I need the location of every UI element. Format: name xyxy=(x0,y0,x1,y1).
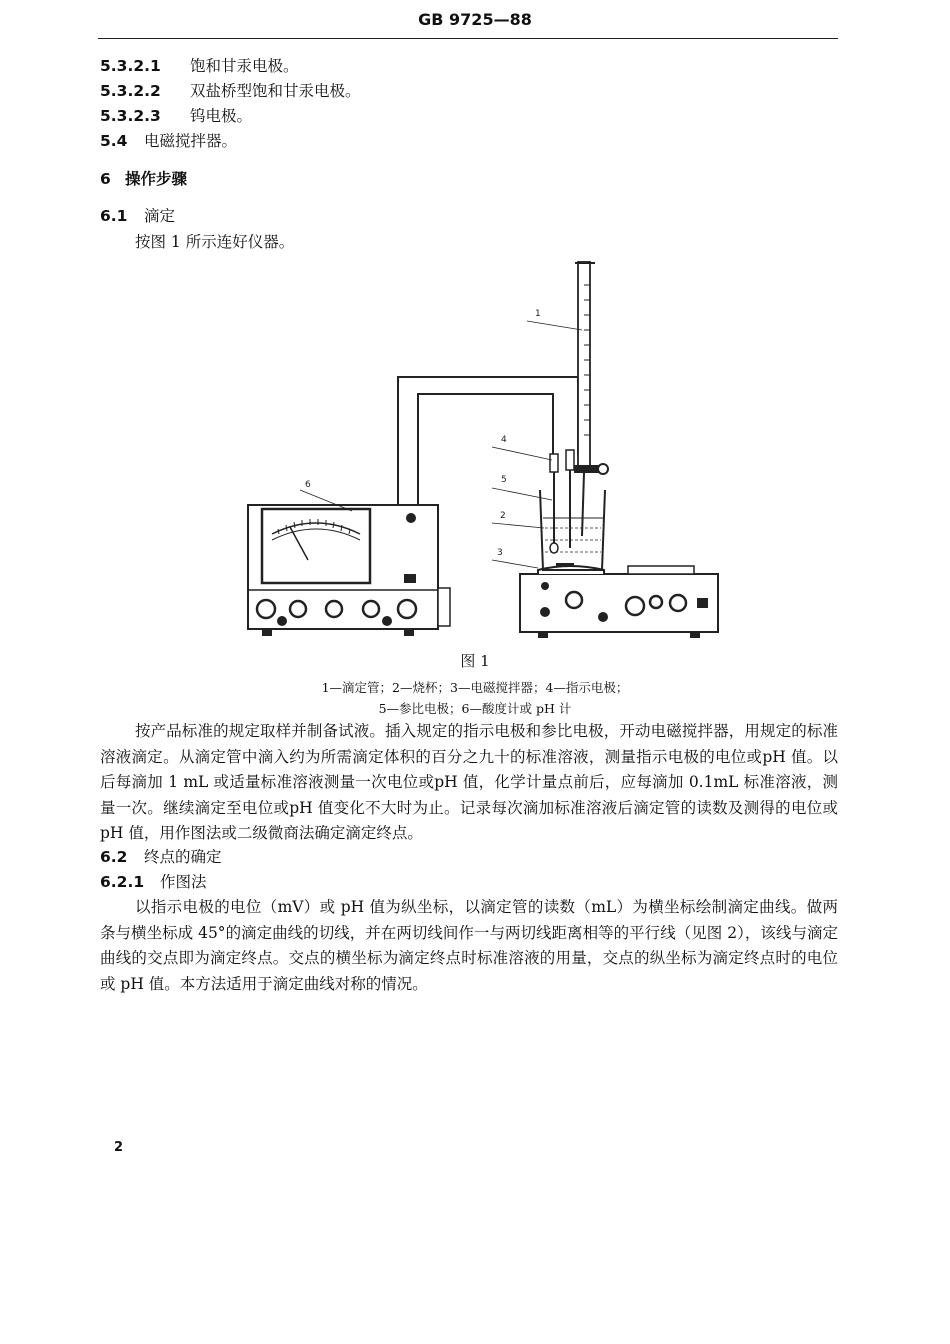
item-text: 电磁搅拌器。 xyxy=(144,132,238,150)
item-number: 5.3.2.3 xyxy=(100,107,161,125)
page-header: GB 9725—88 xyxy=(418,10,532,29)
label-4: 4 xyxy=(501,435,507,445)
subsection-number: 6.2 xyxy=(100,848,128,866)
subsection-number: 6.1 xyxy=(100,207,128,225)
paragraph-6-2-1: 以指示电极的电位（mV）或 pH 值为纵坐标，以滴定管的读数（mL）为横坐标绘制滴定曲线。做两条与横坐标成 45°的滴定曲线的切线，并在两切线间作一与两切线距离相等的平行线（见图 2），该线与滴定曲线的交点即为滴定终点。交点的横坐标为滴定终点时标准溶液的用量，交点的纵坐标为滴定终点时的电位或 pH 值。本方法适用于滴定曲线对称的情况。 xyxy=(100,898,838,993)
item-text: 钨电极。 xyxy=(190,107,253,125)
item-number: 5.4 xyxy=(100,132,128,150)
figure-title: 图 1 xyxy=(460,652,490,670)
subsection-title: 作图法 xyxy=(160,873,207,891)
section-title: 操作步骤 xyxy=(125,170,188,188)
magnetic-stirrer xyxy=(520,566,718,638)
burette xyxy=(574,262,608,536)
electrodes xyxy=(550,450,574,548)
subsection-number: 6.2.1 xyxy=(100,873,145,891)
subsection-6-2-1-heading xyxy=(100,872,207,892)
electrode-cable xyxy=(398,377,578,506)
page-number: 2 xyxy=(114,1140,124,1155)
item-text: 双盐桥型饱和甘汞电极。 xyxy=(190,82,361,100)
item-number: 5.3.2.2 xyxy=(100,82,161,100)
electrode-cable-inner xyxy=(418,394,553,506)
subsection-intro: 按图 1 所示连好仪器。 xyxy=(135,233,295,251)
item-number: 5.3.2.1 xyxy=(100,57,161,75)
ph-meter xyxy=(248,505,450,636)
item-text: 饱和甘汞电极。 xyxy=(190,57,299,75)
label-6: 6 xyxy=(305,480,311,490)
subsection-6-2-heading xyxy=(100,847,222,867)
subsection-title: 滴定 xyxy=(144,207,176,225)
label-3: 3 xyxy=(497,548,503,558)
paragraph-6-1: 按产品标准的规定取样并制备试液。插入规定的指示电极和参比电极，开动电磁搅拌器，用规定的标准溶液滴定。从滴定管中滴入约为所需滴定体积的百分之九十的标准溶液，测量指示电极的电位或pH 值。以后每滴加 1 mL 或适量标准溶液测量一次电位或pH 值，化学计量点前后，应每滴加 0.1mL 标准溶液，测量一次。继续滴定至电位或pH 值变化不大时为止。记录每次滴加标准溶液后滴定管的读数及测得的电位或pH 值，用作图法或二级微商法确定滴定终点。 xyxy=(100,722,838,843)
section-number: 6 xyxy=(100,170,111,188)
meter-dial xyxy=(262,509,370,583)
subsection-title: 终点的确定 xyxy=(144,848,222,866)
label-1: 1 xyxy=(535,309,541,319)
beaker xyxy=(540,490,605,570)
figure-legend-line-2: 5—参比电极；6—酸度计或 pH 计 xyxy=(378,701,572,716)
label-5: 5 xyxy=(501,475,507,485)
figure-legend-line-1: 1—滴定管；2—烧杯；3—电磁搅拌器；4—指示电极； xyxy=(321,680,629,695)
label-2: 2 xyxy=(500,511,506,521)
